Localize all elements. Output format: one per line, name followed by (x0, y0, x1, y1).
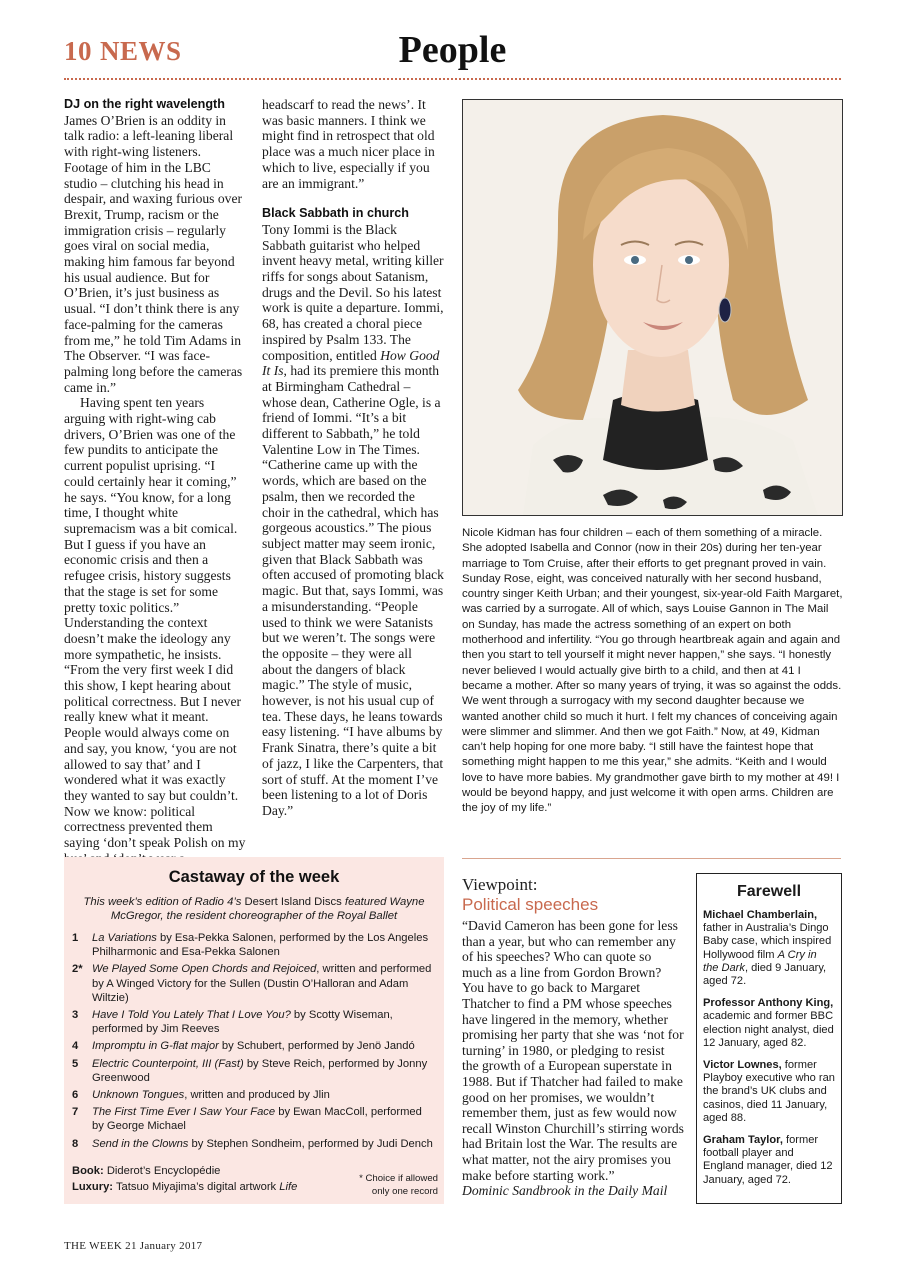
section-name: NEWS (100, 36, 182, 66)
story-sabbath-work-title: How Good It Is (262, 347, 440, 379)
list-item (72, 1008, 436, 1036)
viewpoint-section (462, 875, 684, 1199)
story-sabbath-heading: Black Sabbath in church (262, 206, 409, 221)
farewell-box (696, 873, 842, 1204)
list-item (72, 931, 436, 959)
story-sabbath-paragraph (262, 222, 444, 819)
list-item (72, 1057, 436, 1085)
article-column-1 (64, 97, 246, 866)
record-title: Unknown Tongues (92, 1089, 185, 1102)
record-details: by Esa-Pekka Salonen, performed by the Los Angeles Philharmonic and Esa-Pekka Salonen (92, 932, 429, 959)
record-title: Have I Told You Lately That I Love You? (92, 1009, 291, 1022)
list-item (703, 1059, 835, 1125)
record-number: 7 (72, 1106, 79, 1119)
story-sabbath-text-b: , had its premiere this month at Birmingham Cathedral – whose dean, Catherine Ogle, is a friend of Iommi. “It’s a bit different to Sabbath,” he told Valentine Low in The Times. “Catherine came up with the words, which are based on the psalm, then we recorded the choir in the cathedral, which has gorgeous acoustics.” The pious subject matter may seem ironic, given that Black Sabbath was often accused of promoting black magic. But that, says Iommi, was a misunderstanding. “People used to think we were Satanists but we weren’t. The songs were the opposite – they were all about the dangers of black magic.” The style of music, however, is not his usual cup of tea. These days, he leans towards easy listening. “I have albums by Frank Sinatra, there’s quite a bit of jazz, I like the Carpenters, that sort of stuff. At the moment I’ve been listening to a lot of Doris Day.” (262, 363, 444, 818)
viewpoint-kicker: Viewpoint: (462, 875, 538, 894)
record-number: 4 (72, 1040, 79, 1053)
obituary-text: academic and former BBC election night analyst, died 12 January, aged 82. (703, 1010, 834, 1049)
obituary-text: former Playboy executive who ran the brand’s UK clubs and casinos, died 11 January, aged 88. (703, 1059, 835, 1124)
page-header (64, 28, 841, 80)
story-dj-paragraph-2: Having spent ten years arguing with right-wing cab drivers, O’Brien was one of the few pundits to anticipate the current populist uprising. “I could certainly hear it coming,” he says. “You know, for a long time, I thought white supremacism was a bit comical. But I guess if you have an economic crisis and then a refugee crisis, history suggests that the stage is set for some pretty toxic politics.” Understanding the context doesn’t make the ideology any more sympathetic, he insists. “From the very first week I did this show, I kept hearing about political correctness. But I never really knew what it meant. People would always come on and say, you know, ‘you are not allowed to say that’ and I wondered what it was exactly they wanted to say but couldn’t. Now we know: political correctness prevented them saying ‘don’t speak Polish on my (64, 395, 246, 851)
obituary-name: Graham Taylor, (703, 1134, 783, 1147)
record-details: by Steve Reich, performed by Jonny Greenwood (92, 1057, 428, 1084)
list-item (72, 1088, 436, 1102)
record-number: 2* (72, 963, 83, 976)
story-dj-paragraph-3: headscarf to read the news’. It was basic manners. I think we might find in retrospect that old place was a much nicer place in which to live, especially if you are an immigrant.” (262, 97, 435, 191)
obituary-name: Professor Anthony King, (703, 997, 834, 1010)
record-title: We Played Some Open Chords and Rejoiced (92, 963, 317, 976)
farewell-title: Farewell (736, 883, 802, 900)
castaway-note: * Choice if allowed only one record (359, 1173, 438, 1197)
record-title: The First Time Ever I Saw Your Face (92, 1106, 276, 1119)
obituary-text-end: , died 9 January, aged 72. (703, 961, 827, 988)
castaway-intro-b: featured Wayne McGregor, the resident choreographer of the Royal Ballet (110, 896, 425, 922)
viewpoint-title: Political speeches (462, 895, 599, 914)
photo-caption (462, 526, 843, 817)
record-number: 8 (72, 1137, 79, 1150)
portrait-photo (462, 99, 843, 516)
obituary-name: Victor Lownes, (703, 1059, 782, 1072)
list-item (703, 909, 835, 988)
list-item (703, 1134, 835, 1187)
castaway-title: Castaway of the week (168, 868, 340, 886)
section-divider (462, 858, 841, 859)
viewpoint-body: “David Cameron has been gone for less than a year, but who can remember any of his speeches? Who can quote so much as a line from Gordon Brown? You have to go back to Margaret Thatcher to find a PM whose speeches have lingered in the memory, whether promising her party that she was ‘not for turning’ in 1980, or pledging to resist the growth of a European superstate in 1988. But if Thatcher had failed to make good on her promises, we wouldn’t remember them, just as few would now recall Winston Churchill’s stirring words had Britain lost the War. The results are what matter, not the airy promises you make before starting work.” (462, 918, 684, 1183)
record-details: by Stephen Sondheim, performed by Judi Dench (188, 1137, 433, 1150)
header-divider (64, 78, 841, 80)
record-details: , written and produced by Jlin (184, 1089, 330, 1102)
castaway-box (64, 857, 444, 1204)
obituary-film-title: A Cry in the Dark (703, 948, 817, 974)
page-title: People (398, 29, 507, 71)
record-number: 6 (72, 1089, 79, 1102)
castaway-show-name: Desert Island Discs (244, 896, 342, 908)
obituary-name: Michael Chamberlain, (703, 909, 818, 921)
record-title: Send in the Clowns (92, 1137, 189, 1150)
record-number: 3 (72, 1009, 79, 1022)
record-details: by Ewan MacColl, performed by George Michael (92, 1106, 422, 1133)
luxury-label: Luxury: (72, 1181, 114, 1193)
page-number-value: 10 (64, 36, 92, 66)
luxury-title: Life (279, 1181, 298, 1193)
luxury-value: Tatsuo Miyajima’s digital artwork (115, 1181, 280, 1193)
obituary-text: former football player and England manager, died 12 January, aged 72. (703, 1134, 833, 1186)
story-dj-heading: DJ on the right wavelength (64, 97, 225, 111)
castaway-intro (72, 895, 436, 923)
story-sabbath-text-a: Tony Iommi is the Black Sabbath guitarist who helped invent heavy metal, writing killer riffs for songs about Satanism, drugs and the Devil. So his latest work is quite a departure. Iommi, 68, has created a choral piece inspired by Psalm 133. The composition, entitled (262, 221, 444, 363)
article-column-2 (262, 97, 444, 819)
castaway-intro-a: This week’s edition of Radio 4’s (83, 896, 245, 908)
list-item (72, 1137, 436, 1151)
portrait-illustration (463, 100, 842, 515)
list-item (72, 1105, 436, 1133)
viewpoint-byline: Dominic Sandbrook in the Daily Mail (462, 1183, 668, 1199)
page-footer: THE WEEK 21 January 2017 (64, 1240, 203, 1252)
list-item (703, 997, 835, 1050)
record-title: La Variations (92, 932, 157, 944)
record-title: Impromptu in G-flat major (92, 1040, 219, 1053)
list-item (72, 962, 436, 1005)
list-item (72, 1039, 436, 1053)
record-details: by Schubert, performed by Jenö Jandó (218, 1040, 415, 1053)
record-number: 1 (72, 932, 79, 944)
story-dj-paragraph-1: James O’Brien is an oddity in talk radio: a left-leaning liberal with right-wing listeners. Footage of him in the LBC studio – clutching his head in despair, and waxing furious over Brexit, Trump, racism or the immigration crisis – regularly goes viral on social media, making him famous far beyond his usual audience. But for O’Brien, it’s just business as usual. “I don’t think there is any face-palming for the cameras from me,” he told Tim Adams in The Observer. “I was face-palming long before the cameras came in.” (64, 112, 243, 395)
book-label: Book: (72, 1165, 104, 1177)
record-details: , written and performed by A Winged Victory for the Sullen (Dustin O’Halloran and Adam Wiltzie) (92, 963, 432, 1004)
obituary-text: father in Australia’s Dingo Baby case, which inspired Hollywood film (703, 922, 832, 961)
caption-text: Nicole Kidman has four children – each of them something of a miracle. She adopted Isabella and Connor (now in their 20s) during her ten-year marriage to Tom Cruise, after their efforts to get pregnant proved in vain. Sunday Rose, eight, was conceived naturally with her second husband, country singer Keith Urban; and their youngest, six-year-old Faith Margaret, was carried by a surrogate. All of which, says Louise Gannon in The Mail on Sunday, has made the actress something of an expert on both motherhood and infertility. “You go through heartbreak again and again and then you start to tell yourself it might never happen,” she says. “I honestly never believed I would actually give birth to a child, and then at 41 I became a mother. After so many years of trying, it was so against the odds. We went through a surrogacy with my second daughter because we wanted another child so much it hurt. I felt my chances of conceiving again were slimmer and slimmer. And then we got Faith.” Now, at 49, Kidman can’t help hoping for one more baby. “I still have the faintest hope that something might happen to me this year,” she admits. “Keith and I would love to have more babies. My grandmother gave birth to my mother at 49! I would be beyond happy, and just welcome it with open arms. Children are the joy of my life.” (462, 527, 843, 815)
record-details: by Scotty Wiseman, performed by Jim Reeves (92, 1009, 393, 1036)
book-value: Diderot’s Encyclopédie (106, 1165, 221, 1177)
record-title: Electric Counterpoint, III (Fast) (92, 1057, 244, 1070)
castaway-record-list (72, 931, 436, 1151)
record-number: 5 (72, 1057, 79, 1070)
